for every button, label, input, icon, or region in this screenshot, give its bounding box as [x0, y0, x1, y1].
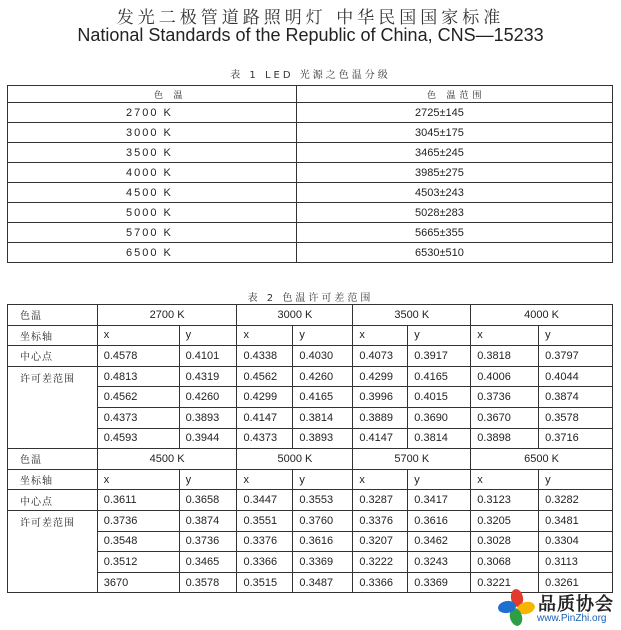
cct-header-row	[8, 449, 613, 470]
value-cell: 0.3814	[408, 428, 471, 449]
table-row	[8, 183, 613, 203]
value-cell: 0.3205	[471, 510, 539, 531]
value-cell: 0.4147	[353, 428, 408, 449]
value-cell: 0.3261	[539, 572, 613, 593]
value-cell: 0.3222	[353, 552, 408, 573]
pinzhi-watermark	[497, 587, 621, 630]
table-row	[8, 203, 613, 223]
tolerance-row	[8, 407, 613, 428]
row-label-cct: 色温	[8, 305, 98, 326]
table-header-row	[8, 86, 613, 103]
value-cell: 0.4006	[471, 366, 539, 387]
value-cell: 0.3893	[293, 428, 353, 449]
value-cell: 0.3487	[293, 572, 353, 593]
range-cell: 5028±283	[297, 203, 613, 223]
value-cell: 0.3736	[179, 531, 237, 552]
value-cell: 0.3944	[179, 428, 237, 449]
row-label-center: 中心点	[8, 346, 98, 367]
value-cell: 0.3123	[471, 490, 539, 511]
axis-cell: y	[408, 325, 471, 346]
table1-caption: 表 1 LED 光源之色温分级	[230, 70, 391, 81]
axis-cell: y	[293, 325, 353, 346]
value-cell: 0.4319	[179, 366, 237, 387]
cct-header-cell: 5000 K	[237, 449, 353, 470]
chromaticity-tolerance-table	[7, 304, 613, 593]
axis-cell: x	[97, 325, 179, 346]
value-cell: 0.4101	[179, 346, 237, 367]
value-cell: 0.4260	[293, 366, 353, 387]
value-cell: 0.3658	[179, 490, 237, 511]
row-label-tolerance: 许可差范围	[8, 510, 98, 592]
pinzhi-logo-icon	[497, 587, 537, 627]
column-header-range: 色 温范围	[297, 86, 613, 103]
value-cell: 0.3797	[539, 346, 613, 367]
value-cell: 0.3068	[471, 552, 539, 573]
value-cell: 0.4147	[237, 407, 293, 428]
range-cell: 6530±510	[297, 243, 613, 263]
value-cell: 0.3690	[408, 407, 471, 428]
axis-cell: y	[179, 325, 237, 346]
value-cell: 0.4073	[353, 346, 408, 367]
value-cell: 0.3369	[408, 572, 471, 593]
value-cell: 0.3898	[471, 428, 539, 449]
value-cell: 0.3207	[353, 531, 408, 552]
row-label-cct: 色温	[8, 449, 98, 470]
value-cell: 0.3376	[237, 531, 293, 552]
value-cell: 0.4299	[353, 366, 408, 387]
cct-cell: 4500 K	[8, 183, 297, 203]
cct-classification-table	[7, 85, 613, 263]
value-cell: 0.3417	[408, 490, 471, 511]
row-label-axis: 坐标轴	[8, 469, 98, 490]
value-cell: 0.4562	[97, 387, 179, 408]
value-cell: 0.3447	[237, 490, 293, 511]
value-cell: 0.3515	[237, 572, 293, 593]
axis-cell: y	[293, 469, 353, 490]
watermark-name: 品质协会	[538, 594, 614, 615]
value-cell: 0.4813	[97, 366, 179, 387]
value-cell: 0.4165	[408, 366, 471, 387]
axis-cell: x	[471, 325, 539, 346]
axis-cell: x	[237, 469, 293, 490]
cct-cell: 5700 K	[8, 223, 297, 243]
value-cell: 0.3874	[179, 510, 237, 531]
tolerance-row	[8, 552, 613, 573]
value-cell: 0.3814	[293, 407, 353, 428]
cct-header-cell: 4000 K	[471, 305, 613, 326]
value-cell: 0.4030	[293, 346, 353, 367]
axis-row	[8, 469, 613, 490]
value-cell: 0.3893	[179, 407, 237, 428]
value-cell: 0.3670	[471, 407, 539, 428]
center-point-row	[8, 490, 613, 511]
cct-header-cell: 5700 K	[353, 449, 471, 470]
cct-cell: 3000 K	[8, 123, 297, 143]
cct-cell: 5000 K	[8, 203, 297, 223]
table-row	[8, 123, 613, 143]
value-cell: 0.3376	[353, 510, 408, 531]
range-cell: 5665±355	[297, 223, 613, 243]
value-cell: 0.3616	[293, 531, 353, 552]
value-cell: 0.3553	[293, 490, 353, 511]
axis-cell: y	[408, 469, 471, 490]
value-cell: 0.3578	[539, 407, 613, 428]
value-cell: 0.3996	[353, 387, 408, 408]
tolerance-row	[8, 510, 613, 531]
value-cell: 0.4373	[237, 428, 293, 449]
table-row	[8, 143, 613, 163]
value-cell: 0.3366	[237, 552, 293, 573]
value-cell: 0.3243	[408, 552, 471, 573]
cct-cell: 3500 K	[8, 143, 297, 163]
axis-cell: x	[97, 469, 179, 490]
range-cell: 3985±275	[297, 163, 613, 183]
tolerance-row	[8, 366, 613, 387]
value-cell: 0.3917	[408, 346, 471, 367]
value-cell: 0.4260	[179, 387, 237, 408]
value-cell: 0.3287	[353, 490, 408, 511]
value-cell: 0.3551	[237, 510, 293, 531]
tolerance-row	[8, 428, 613, 449]
value-cell: 0.3889	[353, 407, 408, 428]
table2-caption: 表 2 色温许可差范围	[247, 293, 374, 304]
axis-cell: y	[539, 325, 613, 346]
axis-cell: x	[471, 469, 539, 490]
value-cell: 0.3716	[539, 428, 613, 449]
value-cell: 0.3760	[293, 510, 353, 531]
table-row	[8, 163, 613, 183]
value-cell: 0.4593	[97, 428, 179, 449]
value-cell: 0.3736	[97, 510, 179, 531]
cct-header-cell: 4500 K	[97, 449, 237, 470]
value-cell: 0.3366	[353, 572, 408, 593]
cct-header-cell: 6500 K	[471, 449, 613, 470]
value-cell: 0.3548	[97, 531, 179, 552]
cct-cell: 2700 K	[8, 103, 297, 123]
value-cell: 0.3874	[539, 387, 613, 408]
center-point-row	[8, 346, 613, 367]
value-cell: 3670	[97, 572, 179, 593]
value-cell: 0.3578	[179, 572, 237, 593]
range-cell: 4503±243	[297, 183, 613, 203]
value-cell: 0.3369	[293, 552, 353, 573]
value-cell: 0.3736	[471, 387, 539, 408]
range-cell: 3465±245	[297, 143, 613, 163]
document-title-zh: 发光二极管道路照明灯 中华民国国家标准	[116, 8, 505, 28]
value-cell: 0.3611	[97, 490, 179, 511]
value-cell: 0.3221	[471, 572, 539, 593]
axis-cell: x	[353, 325, 408, 346]
value-cell: 0.4373	[97, 407, 179, 428]
range-cell: 3045±175	[297, 123, 613, 143]
tolerance-row	[8, 387, 613, 408]
axis-cell: x	[353, 469, 408, 490]
value-cell: 0.3304	[539, 531, 613, 552]
value-cell: 0.3465	[179, 552, 237, 573]
cct-cell: 4000 K	[8, 163, 297, 183]
table-row	[8, 223, 613, 243]
value-cell: 0.4165	[293, 387, 353, 408]
row-label-axis: 坐标轴	[8, 325, 98, 346]
value-cell: 0.4015	[408, 387, 471, 408]
value-cell: 0.4562	[237, 366, 293, 387]
cct-header-cell: 3000 K	[237, 305, 353, 326]
value-cell: 0.3818	[471, 346, 539, 367]
value-cell: 0.3481	[539, 510, 613, 531]
watermark-url[interactable]: www.PinZhi.org	[537, 613, 607, 624]
axis-cell: y	[179, 469, 237, 490]
value-cell: 0.3113	[539, 552, 613, 573]
axis-cell: y	[539, 469, 613, 490]
value-cell: 0.3462	[408, 531, 471, 552]
tolerance-row	[8, 531, 613, 552]
row-label-tolerance: 许可差范围	[8, 366, 98, 448]
value-cell: 0.3512	[97, 552, 179, 573]
cct-cell: 6500 K	[8, 243, 297, 263]
value-cell: 0.3282	[539, 490, 613, 511]
value-cell: 0.4338	[237, 346, 293, 367]
value-cell: 0.4299	[237, 387, 293, 408]
axis-row	[8, 325, 613, 346]
table-row	[8, 243, 613, 263]
row-label-center: 中心点	[8, 490, 98, 511]
document-title-en: National Standards of the Republic of China, CNS—15233	[77, 25, 544, 45]
range-cell: 2725±145	[297, 103, 613, 123]
axis-cell: x	[237, 325, 293, 346]
value-cell: 0.4578	[97, 346, 179, 367]
value-cell: 0.4044	[539, 366, 613, 387]
value-cell: 0.3028	[471, 531, 539, 552]
cct-header-row	[8, 305, 613, 326]
value-cell: 0.3616	[408, 510, 471, 531]
column-header-cct: 色 温	[8, 86, 297, 103]
cct-header-cell: 3500 K	[353, 305, 471, 326]
table-row	[8, 103, 613, 123]
cct-header-cell: 2700 K	[97, 305, 237, 326]
